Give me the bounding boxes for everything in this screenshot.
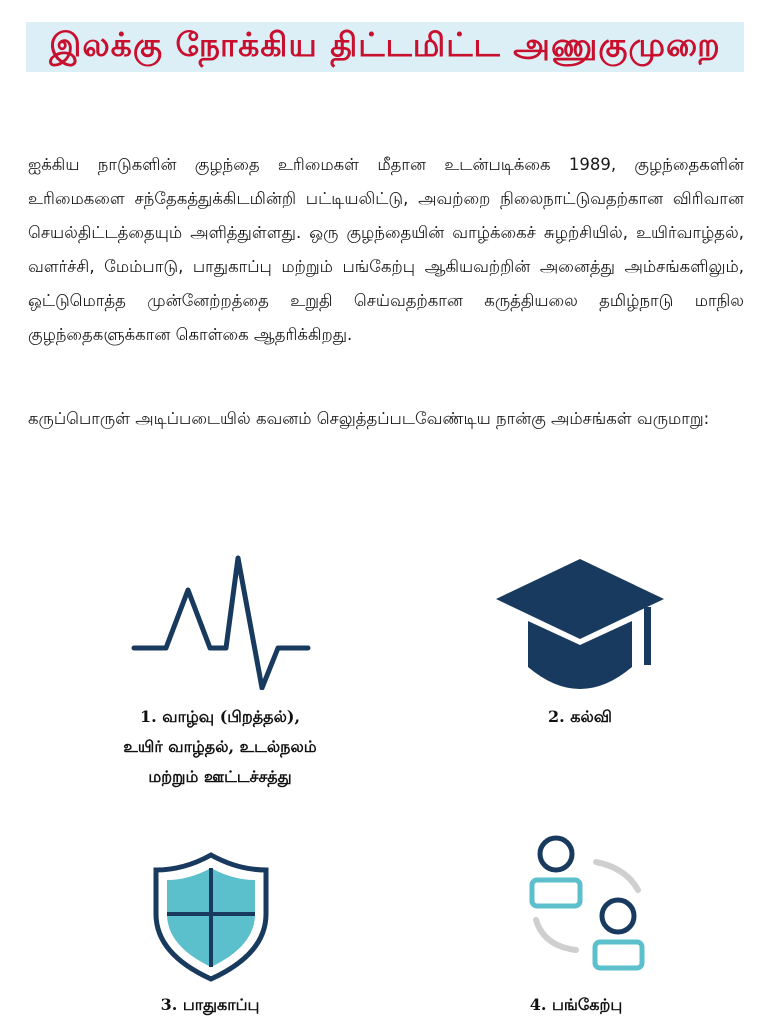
graduation-cap-icon <box>494 555 666 691</box>
pillar-life-line1: 1. வாழ்வு (பிறத்தல்), <box>139 707 301 726</box>
participation-users-icon <box>522 830 648 976</box>
pillar-life-caption <box>70 702 370 792</box>
pillar-protection-caption: 3. பாதுகாப்பு <box>160 995 260 1014</box>
intro-paragraph: ஐக்கிய நாடுகளின் குழந்தை உரிமைகள் மீதான உடன்படிக்கை 1989, குழந்தைகளின் உரிமைகளை சந்தேகத்துக்கிடமின்றி பட்டியலிட்டு, அவற்றை நிலைநாட்டுவதற்கான விரிவான செயல்திட்டத்தையும் அளித்துள்ளது. ஒரு குழந்தையின் வாழ்க்கைச் சுழற்சியில், உயிர்வாழ்தல், வளர்ச்சி, மேம்பாடு, பாதுகாப்பு மற்றும் பங்கேற்பு ஆகியவற்றின் அனைத்து அம்சங்களிலும், ஒட்டுமொத்த முன்னேற்றத்தை உறுதி செய்வதற்கான கருத்தியலை தமிழ்நாடு மாநில குழந்தைகளுக்கான கொள்கை ஆதரிக்கிறது. <box>28 155 744 344</box>
pillars-intro-paragraph: கருப்பொருள் அடிப்படையில் கவனம் செலுத்தப்படவேண்டிய நான்கு அம்சங்கள் வருமாறு: <box>28 409 710 428</box>
shield-icon <box>153 852 269 982</box>
page-title: இலக்கு நோக்கிய திட்டமிட்ட அணுகுமுறை <box>49 25 721 64</box>
pillar-participation-caption: 4. பங்கேற்பு <box>529 995 623 1014</box>
pillar-education-caption: 2. கல்வி <box>548 707 612 726</box>
heartbeat-icon <box>130 550 312 690</box>
pillar-life-line2: உயிர் வாழ்தல், உடல்நலம் <box>123 737 317 756</box>
title-banner <box>26 22 744 72</box>
pillar-life-line3: மற்றும் ஊட்டச்சத்து <box>148 767 292 786</box>
